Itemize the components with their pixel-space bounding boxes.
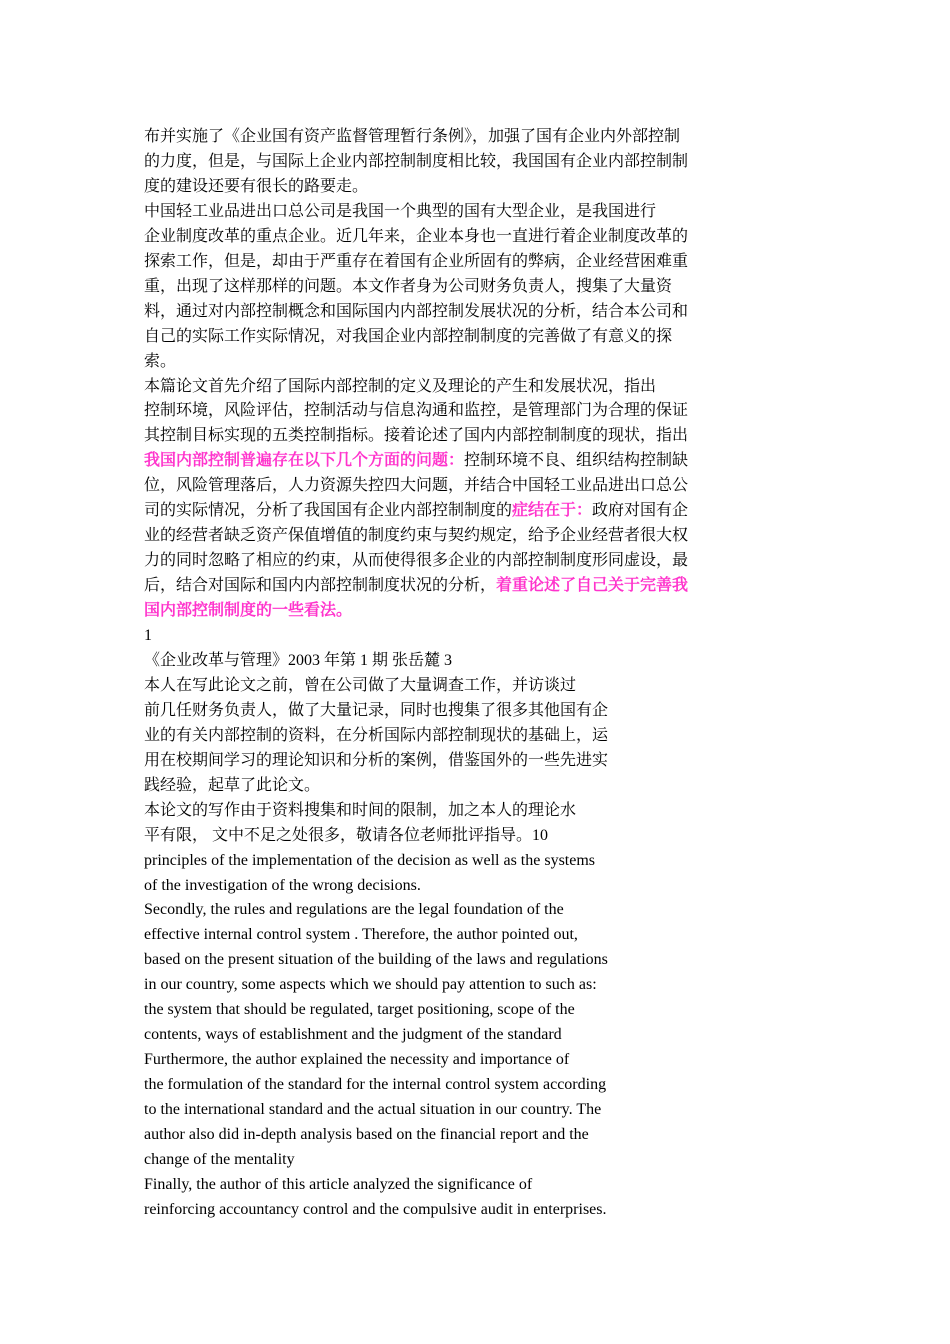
text-line — [144, 947, 608, 972]
text-line — [144, 374, 656, 399]
text-line — [144, 1047, 569, 1072]
body-text: 索。 — [144, 352, 177, 370]
text-line — [144, 1097, 601, 1122]
text-line — [144, 1122, 589, 1147]
text-line — [144, 448, 688, 473]
body-text: 本人在写此论文之前，曾在公司做了大量调查工作，并访谈过 — [144, 676, 577, 694]
text-line — [144, 349, 176, 374]
body-text: 司的实际情况，分析了我国国有企业内部控制制度的 — [144, 502, 513, 520]
body-text: 践经验，起草了此论文。 — [144, 776, 321, 794]
text-line — [144, 723, 608, 748]
text-line — [144, 199, 656, 224]
text-line — [144, 598, 352, 623]
body-text: 的力度，但是，与国际上企业内部控制制度相比较，我国国有企业内部控制制 — [144, 152, 689, 170]
text-line — [144, 773, 320, 798]
text-line — [144, 873, 421, 898]
body-text: 《企业改革与管理》2003 年第 1 期 张岳麓 3 — [144, 651, 453, 669]
body-text: 位，风险管理落后，人力资源失控四大问题，并结合中国轻工业品进出口总公 — [144, 477, 689, 495]
body-text: 业的有关内部控制的资料，在分析国际内部控制现状的基础上，运 — [144, 726, 609, 744]
text-line — [144, 274, 672, 299]
body-text: the formulation of the standard for the internal control system according — [144, 1076, 607, 1094]
body-text: 1 — [144, 627, 152, 644]
body-text: the system that should be regulated, target positioning, scope of the — [144, 1001, 575, 1019]
text-line — [144, 922, 578, 947]
text-line — [144, 498, 688, 523]
body-text: 政府对国有企 — [592, 502, 689, 520]
text-line — [144, 1022, 562, 1047]
highlighted-text: 症结在于： — [512, 502, 593, 520]
body-text: author also did in-depth analysis based on the financial report and the — [144, 1126, 589, 1143]
text-line — [144, 848, 595, 873]
body-text: 力的同时忽略了相应的约束，从而使得很多企业的内部控制制度形同虚设，最 — [144, 552, 689, 570]
body-text: 用在校期间学习的理论知识和分析的案例，借鉴国外的一些先进实 — [144, 751, 609, 769]
text-line — [144, 823, 548, 848]
text-line — [144, 573, 688, 598]
body-text: to the international standard and the actual situation in our country. The — [144, 1101, 602, 1118]
highlighted-text: 国内部控制制度的一些看法。 — [144, 602, 353, 619]
text-line — [144, 224, 688, 249]
text-line — [144, 673, 576, 698]
body-text: 料，通过对内部控制概念和国际国内内部控制发展状况的分析，结合本公司和 — [144, 302, 689, 320]
body-text: 控制环境，风险评估，控制活动与信息沟通和监控，是管理部门为合理的保证 — [144, 402, 689, 420]
text-line — [144, 897, 564, 922]
text-line — [144, 997, 575, 1022]
body-text: effective internal control system . Therefore, the author pointed out, — [144, 926, 578, 944]
body-text: 自己的实际工作实际情况，对我国企业内部控制制度的完善做了有意义的探 — [144, 327, 673, 345]
body-text: 企业制度改革的重点企业。近几年来，企业本身也一直进行着企业制度改革的 — [144, 227, 689, 245]
body-text: in our country, some aspects which we should pay attention to such as: — [144, 976, 597, 994]
text-line — [144, 174, 368, 199]
body-text: 其控制目标实现的五类控制指标。接着论述了国内内部控制制度的现状，指出 — [144, 427, 689, 445]
body-text: 控制环境不良、组织结构控制缺 — [464, 452, 689, 470]
body-text: 度的建设还要有很长的路要走。 — [144, 177, 369, 195]
body-text: Furthermore, the author explained the necessity and importance of — [144, 1051, 570, 1069]
text-line — [144, 548, 688, 573]
text-line — [144, 423, 688, 448]
body-text: contents, ways of establishment and the judgment of the standard — [144, 1026, 562, 1044]
body-text: 布并实施了《企业国有资产监督管理暂行条例》，加强了国有企业内外部控制 — [144, 128, 681, 145]
text-line — [144, 648, 452, 673]
body-text: 本篇论文首先介绍了国际内部控制的定义及理论的产生和发展状况，指出 — [144, 377, 657, 395]
text-line — [144, 1147, 295, 1172]
body-text: 前几任财务负责人，做了大量记录，同时也搜集了很多其他国有企 — [144, 701, 609, 719]
body-text: 重，出现了这样那样的问题。本文作者身为公司财务负责人，搜集了大量资 — [144, 277, 673, 295]
body-text: reinforcing accountancy control and the compulsive audit in enterprises. — [144, 1200, 607, 1218]
text-line — [144, 1197, 607, 1222]
body-text: change of the mentality — [144, 1150, 295, 1168]
body-text: principles of the implementation of the decision as well as the systems — [144, 851, 596, 869]
text-line — [144, 149, 688, 174]
text-line — [144, 523, 688, 548]
body-text: Finally, the author of this article analyzed the significance of — [144, 1175, 533, 1193]
text-line — [144, 299, 688, 324]
text-line — [144, 398, 688, 423]
body-text: based on the present situation of the building of the laws and regulations — [144, 951, 608, 969]
body-text: Secondly, the rules and regulations are the legal foundation of the — [144, 901, 564, 919]
body-text: 后，结合对国际和国内内部控制制度状况的分析， — [144, 577, 497, 595]
highlighted-text: 我国内部控制普遍存在以下几个方面的问题： — [144, 452, 465, 470]
text-line — [144, 698, 608, 723]
body-text: of the investigation of the wrong decisions. — [144, 876, 421, 894]
body-text: 中国轻工业品进出口总公司是我国一个典型的国有大型企业，是我国进行 — [144, 202, 657, 220]
body-text: 探索工作，但是，却由于严重存在着国有企业所固有的弊病，企业经营困难重 — [144, 252, 689, 270]
text-line — [144, 798, 576, 823]
text-line — [144, 623, 152, 648]
text-line — [144, 473, 688, 498]
body-text: 业的经营者缺乏资产保值增值的制度约束与契约规定，给予企业经营者很大权 — [144, 527, 689, 545]
text-line — [144, 1172, 532, 1197]
text-line — [144, 1072, 606, 1097]
text-line — [144, 748, 608, 773]
text-line — [144, 249, 688, 274]
text-line — [144, 324, 672, 349]
text-line — [144, 124, 680, 149]
body-text: 平有限， 文中不足之处很多，敬请各位老师批评指导。10 — [144, 826, 549, 844]
highlighted-text: 着重论述了自己关于完善我 — [496, 577, 689, 595]
body-text: 本论文的写作由于资料搜集和时间的限制，加之本人的理论水 — [144, 801, 577, 819]
text-line — [144, 972, 597, 997]
